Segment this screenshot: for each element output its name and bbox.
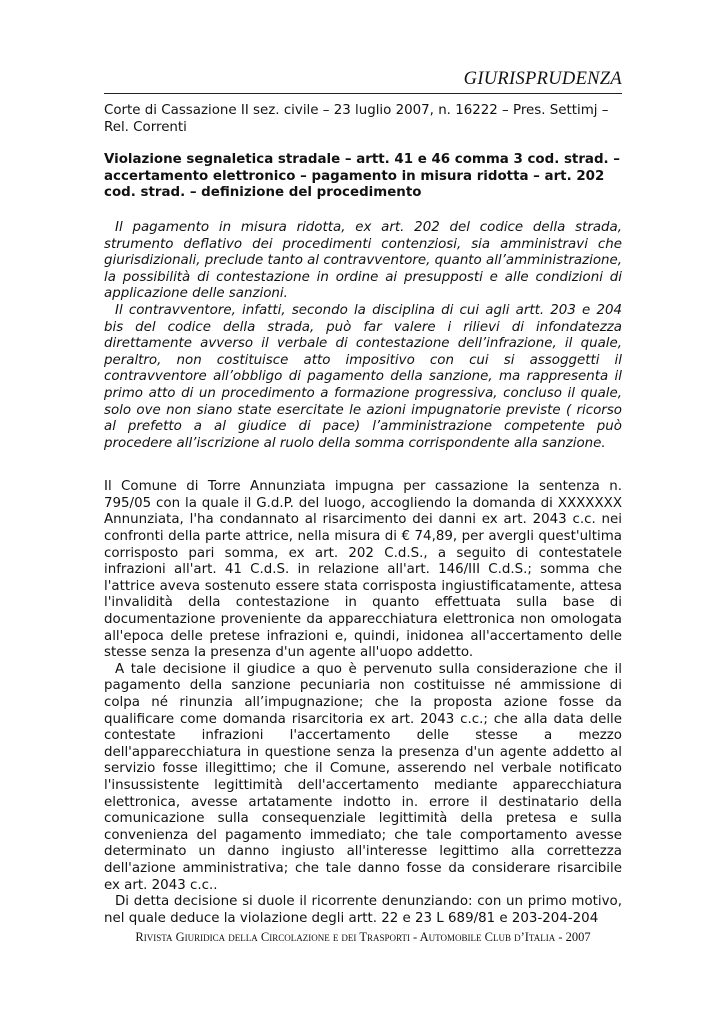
body-paragraph: Il Comune di Torre Annunziata impugna per cassazione la sentenza n. 795/05 con la quale il G.d.P. del luogo, accogliendo la domanda di XXXXXXX Annunziata, l'ha condannato al risarcimento dei danni ex art. 2043 c.c. nei confronti della parte attrice, nella misura di € 74,89, per avergli quest'ultima corrisposto pari somma, ex art. 202 C.d.S., a seguito di contestatele infrazioni all'art. 41 C.d.S. in relazione all'art. 146/III C.d.S.; somma che l'attrice aveva sostenuto essere stata corrisposta ingiustificatamente, attesa l'invalidità della contestazione in quanto effettuata sulla base di documentazione proveniente da apparecchiatura elettronica non omologata all'epoca delle pretese infrazioni e, quindi, inidonea all'accertamento delle stesse senza la presenza d'un agente all'uopo addetto. — [104, 479, 622, 661]
header-divider — [104, 93, 622, 94]
section-header: GIURISPRUDENZA — [463, 69, 622, 89]
case-citation: Corte di Cassazione II sez. civile – 23 luglio 2007, n. 16222 – Pres. Settimj – Rel. Correnti — [104, 103, 609, 135]
abstract-paragraph: Il contravventore, infatti, secondo la disciplina di cui agli artt. 203 e 204 bis del codice della strada, può far valere i rilievi di infondatezza direttamente avverso il verbale di contestazione dell’infrazione, il quale, peraltro, non costituisce atto impositivo con cui si assoggetti il contravventore all’obbligo di pagamento della sanzione, ma rappresenta il primo atto di un procedimento a formazione progressiva, concluso il quale, solo ove non siano state esercitate le azioni impugnatorie previste ( ricorso al prefetto a al giudice di pace) l’amministrazione competente può procedere all’iscrizione al ruolo della somma corrispondente alla sanzione. — [104, 302, 622, 451]
body-paragraph: Di detta decisione si duole il ricorrente denunziando: con un primo motivo, nel quale deduce la violazione degli artt. 22 e 23 L 689/81 e 203-204-204 — [104, 894, 622, 926]
body-paragraph: A tale decisione il giudice a quo è pervenuto sulla considerazione che il pagamento della sanzione pecuniaria non costituisse né ammissione di colpa né rinunzia all’impugnazione; che la proposta azione fosse da qualificare come domanda risarcitoria ex art. 2043 c.c.; che alla data delle contestate infrazioni l'accertamento delle stesse a mezzo dell'apparecchiatura in questione senza la presenza d'un agente addetto al servizio fosse illegittimo; che il Comune, asserendo nel verbale notificato l'insussistente legittimità dell'accertamento mediante apparecchiatura elettronica, avesse artatamente indotto in. errore il destinatario della comunicazione sulla consequenziale legittimità della pretesa e sulla convenienza del pagamento immediato; che tale comportamento avesse determinato un danno ingiusto all'interesse legittimo alla correttezza dell'azione amministrativa; che tale danno fosse da considerare risarcibile ex art. 2043 c.c.. — [104, 661, 622, 893]
decision-text — [104, 479, 622, 927]
document-body — [104, 103, 622, 927]
case-headline: Violazione segnaletica stradale – artt. 41 e 46 comma 3 cod. strad. – accertamento elettronico – pagamento in misura ridotta – art. 202 cod. strad. – definizione del procedimento — [104, 152, 620, 201]
case-abstract — [104, 220, 622, 452]
abstract-paragraph: Il pagamento in misura ridotta, ex art. 202 del codice della strada, strumento deflativo dei procedimenti contenziosi, sia amministravi che giurisdizionali, preclude tanto al contravventore, quanto all’amministrazione, la possibilità di contestazione in ordine ai presupposti e alle condizioni di applicazione delle sanzioni. — [104, 219, 622, 302]
page-footer: Rivista Giuridica della Circolazione e dei Trasporti - Automobile Club d’Italia - 2007 — [135, 930, 591, 944]
